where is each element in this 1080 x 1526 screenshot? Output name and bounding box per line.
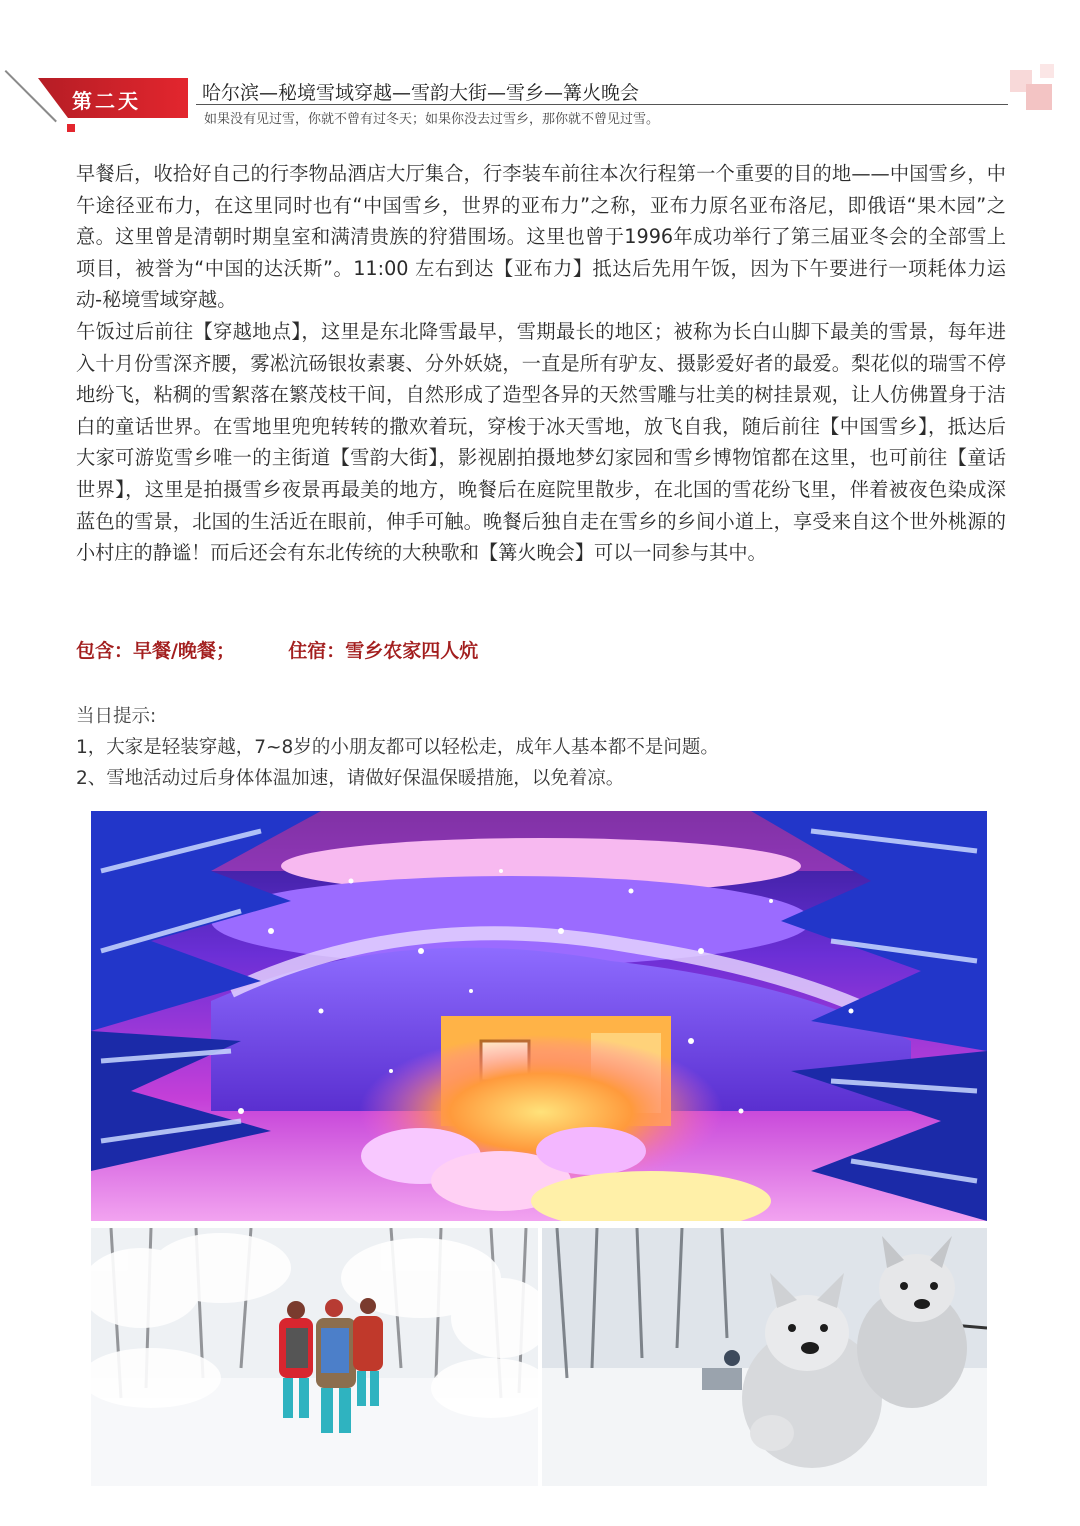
itinerary-paragraph-1: 早餐后，收拾好自己的行李物品酒店大厅集合，行李装车前往本次行程第一个重要的目的地——中国雪乡，中午途径亚布力，在这里同时也有“中国雪乡，世界的亚布力”之称，亚布力原名亚布洛尼，即俄语“果木园”之意。这里曾是清朝时期皇室和满清贵族的狩猎围场。这里也曾于1996年成功举行了第三届亚冬会的全部雪上项目，被誉为“中国的达沃斯”。11:00 左右到达【亚布力】抵达后先用午饭，因为下午要进行一项耗体力运动-秘境雪域穿越。 xyxy=(76,162,1006,312)
page-title: 哈尔滨—秘境雪域穿越—雪韵大街—雪乡—篝火晚会 xyxy=(202,82,640,104)
snow-forest-hikers-photo xyxy=(91,1228,538,1486)
tips-heading: 当日提示: xyxy=(76,706,157,727)
corner-decoration-small xyxy=(1040,64,1054,78)
tip-item-1: 1，大家是轻装穿越，7~8岁的小朋友都可以轻松走，成年人基本都不是问题。 xyxy=(76,737,719,758)
snow-village-night-photo xyxy=(91,811,987,1221)
header-divider xyxy=(196,104,1008,105)
tip-item-2: 2、雪地活动过后身体体温加速，请做好保温保暖措施，以免着凉。 xyxy=(76,768,625,789)
itinerary-paragraph-2: 午饭过后前往【穿越地点】，这里是东北降雪最早，雪期最长的地区；被称为长白山脚下最美的雪景，每年进入十月份雪深齐腰，雾凇沆砀银妆素裹、分外妖娆，一直是所有驴友、摄影爱好者的最爱。梨花似的瑞雪不停地纷飞，粘稠的雪絮落在繁茂枝干间，自然形成了造型各异的天然雪雕与壮美的树挂景观，让人仿佛置身于洁白的童话世界。在雪地里兜兜转转的撒欢着玩，穿梭于冰天雪地，放飞自我，随后前往【中国雪乡】，抵达后大家可游览雪乡唯一的主街道【雪韵大街】，影视剧拍摄地梦幻家园和雪乡博物馆都在这里，也可前往【童话世界】，这里是拍摄雪乡夜景再最美的地方，晚餐后在庭院里散步，在北国的雪花纷飞里，伴着被夜色染成深蓝色的雪景，北国的生活近在眼前，伸手可触。晚餐后独自走在雪乡的乡间小道上，享受来自这个世外桃源的小村庄的静谧！而后还会有东北传统的大秧歌和【篝火晚会】可以一同参与其中。 xyxy=(76,320,1006,565)
badge-square-decoration xyxy=(67,124,75,132)
header-diagonal-line xyxy=(5,70,57,122)
includes-line xyxy=(76,636,478,663)
page-subtitle: 如果没有见过雪，你就不曾有过冬天；如果你没去过雪乡，那你就不曾见过雪。 xyxy=(204,112,660,127)
meals-included: 包含：早餐/晚餐； xyxy=(76,640,235,662)
husky-sled-dogs-photo xyxy=(542,1228,987,1486)
lodging-info: 住宿：雪乡农家四人炕 xyxy=(288,640,479,662)
corner-decoration-right xyxy=(1026,84,1052,110)
day-label: 第二天 xyxy=(72,89,141,113)
